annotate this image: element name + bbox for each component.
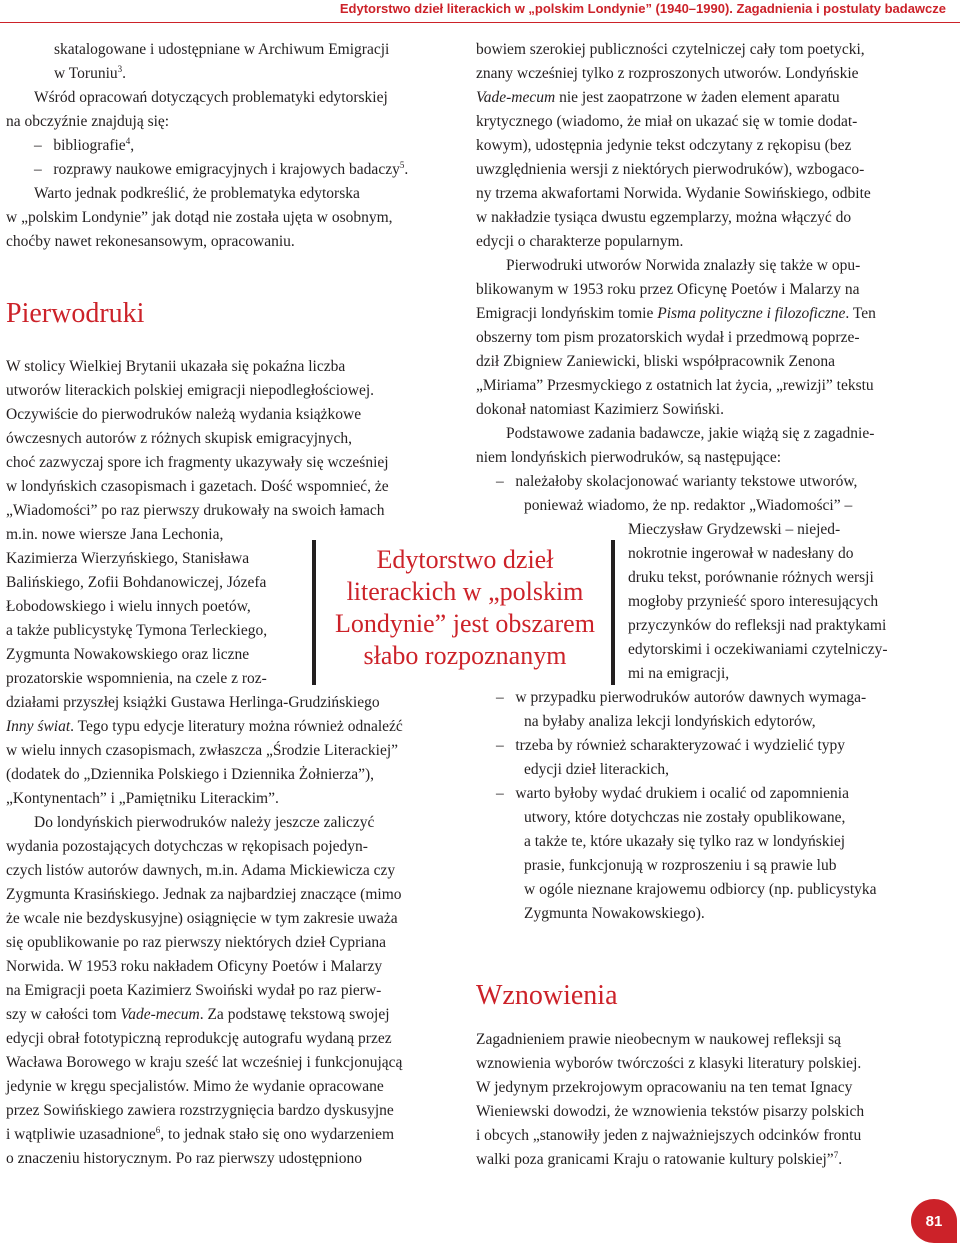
heading-pierwodruki: Pierwodruki [6, 298, 145, 329]
text-run: ówczesnych autorów z różnych skupisk emigracyjnych, [6, 430, 353, 447]
text-run: – w przypadku pierwodruków autorów dawnych wymaga- [496, 689, 867, 706]
text-run: – trzeba by również scharakteryzować i wydzielić typy [496, 737, 846, 754]
text-run: że wcale nie bezdyskusyjne) osiągnięcie w tym zakresie uważa [6, 910, 398, 927]
text-run: Zagadnieniem prawie nieobecnym w naukowej refleksji są [476, 1031, 841, 1048]
text-run: , [130, 137, 135, 154]
text-run: – bibliografie [34, 137, 126, 154]
pull-quote-left-rule [312, 540, 316, 685]
text-line [54, 38, 389, 62]
text-line [6, 643, 249, 667]
text-line [6, 403, 361, 427]
text-run: blikowanym w 1953 roku przez Oficynę Poetów i Malarzy na [476, 281, 860, 298]
pull-quote-line: Edytorstwo dzieł [376, 545, 554, 574]
text-run: edycji o charakterze popularnym. [476, 233, 684, 250]
text-line [6, 883, 402, 907]
text-run: i obcych „stanowiły jeden z najważniejszych odcinków frontu [476, 1127, 862, 1144]
text-line [6, 230, 295, 254]
text-line [628, 614, 886, 638]
text-line [496, 686, 866, 710]
text-line [628, 518, 840, 542]
text-line [476, 1052, 861, 1076]
text-line [6, 523, 223, 547]
text-run: wydania pozostających dotychczas w rękopisach pojedyn- [6, 838, 368, 855]
text-run: działami przyszłej książki Gustawa Herlinga-Grudzińskiego [6, 694, 380, 711]
text-line [6, 499, 385, 523]
text-line [34, 86, 388, 110]
text-line [34, 158, 408, 182]
text-run: o znaczeniu historycznym. Po raz pierwszy udostępniono [6, 1150, 362, 1167]
text-run: – warto byłoby wydać drukiem i ocalić od zapomnienia [496, 785, 849, 802]
text-run: Pierwodruki utworów Norwida znalazły się także w opu- [506, 257, 861, 274]
text-line [476, 158, 864, 182]
footnote-ref: 5 [399, 159, 405, 170]
text-run: Wśród opracowań dotyczących problematyki edytorskiej [34, 89, 388, 106]
text-line [476, 110, 857, 134]
text-run: dokonał natomiast Kazimierz Sowiński. [476, 401, 724, 418]
pull-quote-line: Londynie” jest obszarem [335, 609, 595, 638]
text-line [524, 758, 669, 782]
text-line [524, 902, 705, 926]
text-line [6, 1027, 392, 1051]
text-run: „Wiadomości” po raz pierwszy drukowały na swoich łamach [6, 502, 385, 519]
text-line [524, 878, 877, 902]
text-line [6, 110, 169, 134]
text-run: przez Sowińskiego zawiera rozstrzygnięcia bardzo dyskusyjne [6, 1102, 394, 1119]
text-run: w wielu innych czasopismach, zwłaszcza „Środzie Literackiej” [6, 742, 399, 759]
text-run: utworów literackich polskiej emigracji niepodległościowej. [6, 382, 375, 399]
text-line [476, 1100, 864, 1124]
text-run: nie jest zaopatrzone w żaden element aparatu [555, 89, 840, 106]
text-line [476, 230, 683, 254]
text-line [6, 955, 382, 979]
text-line [6, 571, 266, 595]
text-run: w ogóle nieznane krajowemu odbiorcy (np. publicystyka [524, 881, 877, 898]
running-title: Edytorstwo dzieł literackich w „polskim Londynie” (1940–1990). Zagadnienia i postulaty badawcze [339, 1, 946, 16]
text-line [6, 787, 279, 811]
text-line [628, 566, 874, 590]
text-run: m.in. nowe wiersze Jana Lechonia, [6, 526, 224, 543]
text-run: . [404, 161, 409, 178]
text-line [6, 667, 267, 691]
text-run: na byłaby analiza lekcji londyńskich edytorów, [524, 713, 816, 730]
text-line [6, 859, 395, 883]
text-run: . [122, 65, 127, 82]
footnote-ref: 4 [125, 135, 131, 146]
text-line [476, 1028, 841, 1052]
text-line [476, 278, 860, 302]
text-line [6, 1147, 362, 1171]
text-line [524, 806, 845, 830]
text-line [6, 931, 386, 955]
text-run: choć zazwyczaj spore ich fragmenty ukazywały się wcześniej [6, 454, 389, 471]
text-line [628, 590, 878, 614]
text-line [34, 811, 374, 835]
footnote-ref: 3 [117, 63, 123, 74]
pull-quote-right-rule [611, 540, 615, 685]
text-line [476, 374, 874, 398]
text-line [6, 619, 267, 643]
text-line [6, 763, 374, 787]
text-run: – należałoby skolacjonować warianty tekstowe utworów, [496, 473, 858, 490]
text-run: . Ten [845, 305, 876, 322]
text-run: Oczywiście do pierwodruków należą wydania książkowe [6, 406, 362, 423]
text-run: ny trzema akwafortami Norwida. Wydanie Sowińskiego, odbite [476, 185, 871, 202]
text-line [476, 182, 871, 206]
text-run: Do londyńskich pierwodruków należy jeszcze zaliczyć [34, 814, 375, 831]
text-run: (dodatek do „Dziennika Polskiego i Dziennika Żołnierza”), [6, 766, 374, 783]
text-run: czych listów autorów dawnych, m.in. Adama Mickiewicza czy [6, 862, 396, 879]
text-run: Balińskiego, Zofii Bohdanowiczej, Józefa [6, 574, 267, 591]
text-run: Łobodowskiego i wielu innych poetów, [6, 598, 251, 615]
text-run: a także publicystykę Tymona Terleckiego, [6, 622, 268, 639]
text-run: edycji obrał fototypiczną reprodukcję autografu wydaną przez [6, 1030, 392, 1047]
text-run: – rozprawy naukowe emigracyjnych i krajowych badaczy [34, 161, 400, 178]
text-run: Zygmunta Krasińskiego. Jednak za najbardziej znaczące (mimo [6, 886, 402, 903]
text-run: walki poza granicami Kraju o ratowanie kultury polskiej” [476, 1151, 834, 1168]
text-line [34, 134, 134, 158]
text-line [6, 979, 381, 1003]
text-line [506, 254, 860, 278]
text-line [54, 62, 126, 86]
text-line [6, 451, 389, 475]
text-run: . [838, 1151, 843, 1168]
text-line [6, 595, 251, 619]
text-run: prasie, funkcjonują w rozproszeniu i są prawie lub [524, 857, 837, 874]
text-line [476, 206, 851, 230]
text-run: uwzględnienia wersji z niektórych pierwodruków), wzbogaco- [476, 161, 865, 178]
text-run: niem londyńskich pierwodruków, są następujące: [476, 449, 782, 466]
text-line [524, 494, 852, 518]
text-run: dził Zbigniew Zaniewicki, bliski współpracownik Zenona [476, 353, 835, 370]
text-line [628, 662, 729, 686]
text-run: Podstawowe zadania badawcze, jakie wiążą się z zagadnie- [506, 425, 875, 442]
italic-title: Vade-mecum [476, 89, 556, 106]
text-run: się opublikowanie po raz pierwszy niektórych dzieł Cypriana [6, 934, 387, 951]
text-run: W stolicy Wielkiej Brytanii ukazała się pokaźna liczba [6, 358, 346, 375]
text-run: edycji dzieł literackich, [524, 761, 670, 778]
text-run: kowym), udostępnia jedynie tekst odczytany z rękopisu (bez [476, 137, 852, 154]
text-line [524, 710, 816, 734]
text-line [6, 691, 380, 715]
text-line [476, 398, 724, 422]
text-line [6, 206, 393, 230]
text-line [476, 446, 781, 470]
text-run: mi na emigracji, [628, 665, 730, 682]
text-line [476, 1148, 842, 1172]
text-run: Mieczysław Grydzewski – niejed- [628, 521, 841, 538]
text-run: bowiem szerokiej publiczności czytelniczej cały tom poetycki, [476, 41, 865, 58]
text-run: Wacława Borowego w kraju sześć lat wcześniej i funkcjonującą [6, 1054, 403, 1071]
heading-wznowienia: Wznowienia [476, 980, 618, 1011]
italic-title: Vade-mecum [120, 1006, 200, 1023]
text-run: wznowienia wyborów twórczości z klasyki literatury polskiej. [476, 1055, 862, 1072]
text-run: Zygmunta Nowakowskiego oraz liczne [6, 646, 250, 663]
text-run: skatalogowane i udostępniane w Archiwum Emigracji [54, 41, 390, 58]
text-run: . Za podstawę tekstową swojej [199, 1006, 390, 1023]
text-run: szy w całości tom [6, 1006, 121, 1023]
text-run: , to jednak stało się ono wydarzeniem [160, 1126, 395, 1143]
text-line [6, 907, 398, 931]
text-run: „Kontynentach” i „Pamiętniku Literackim”. [6, 790, 279, 807]
text-line [6, 835, 368, 859]
text-run: na obczyźnie znajdują się: [6, 113, 170, 130]
text-run: Zygmunta Nowakowskiego). [524, 905, 705, 922]
text-line [476, 1124, 861, 1148]
text-line [6, 427, 352, 451]
text-run: ponieważ wiadomo, że np. redaktor „Wiadomości” – [524, 497, 853, 514]
text-run: Wieniewski dowodzi, że wznowienia tekstów pisarzy polskich [476, 1103, 865, 1120]
running-header [0, 0, 960, 23]
text-line [506, 422, 874, 446]
text-line [6, 547, 249, 571]
text-line [476, 86, 840, 110]
text-line [496, 470, 857, 494]
text-line [6, 1099, 394, 1123]
text-line [628, 638, 888, 662]
text-run: i wątpliwie uzasadnione [6, 1126, 156, 1143]
text-line [6, 1051, 402, 1075]
text-run: druku tekst, porównanie różnych wersji [628, 569, 874, 586]
footnote-ref: 7 [833, 1149, 839, 1160]
text-run: mogłoby przynieść sporo interesujących [628, 593, 879, 610]
text-line [524, 830, 845, 854]
footnote-ref: 6 [155, 1124, 161, 1135]
text-line [34, 182, 360, 206]
text-run: obszerny tom pism prozatorskich wydał i przedmową poprze- [476, 329, 860, 346]
text-line [6, 715, 403, 739]
italic-title: Pisma polityczne i filozoficzne [657, 305, 846, 322]
text-run: Norwida. W 1953 roku nakładem Oficyny Poetów i Malarzy [6, 958, 383, 975]
page-number: 81 [925, 1212, 943, 1230]
text-run: w Toruniu [54, 65, 118, 82]
text-line [6, 1003, 390, 1027]
text-line [476, 326, 860, 350]
text-run: Emigracji londyńskim tomie [476, 305, 658, 322]
text-line [476, 1076, 852, 1100]
italic-title: Inny świat [6, 718, 71, 735]
text-run: w „polskim Londynie” jak dotąd nie została ujęta w osobnym, [6, 209, 393, 226]
text-line [476, 302, 876, 326]
text-run: znany wcześniej tylko z rozproszonych utworów. Londyńskie [476, 65, 859, 82]
text-run: nokrotnie ingerował w nadesłany do [628, 545, 854, 562]
text-run: w nakładzie tysiąca dwustu egzemplarzy, można włączyć do [476, 209, 852, 226]
text-line [524, 854, 836, 878]
text-line [496, 734, 845, 758]
text-run: krytycznego (wiadomo, że miał on ukazać się w tomie dodat- [476, 113, 858, 130]
text-run: utwory, które dotychczas nie zostały opublikowane, [524, 809, 846, 826]
text-line [6, 475, 389, 499]
text-run: choćby nawet rekonesansowym, opracowaniu. [6, 233, 295, 250]
text-line [476, 38, 865, 62]
text-run: . Tego typu edycje literatury można również odnaleźć [70, 718, 403, 735]
text-line [6, 355, 345, 379]
text-run: W jedynym przekrojowym opracowaniu na ten temat Ignacy [476, 1079, 853, 1096]
text-run: na Emigracji poeta Kazimierz Swoiński wydał po raz pierw- [6, 982, 382, 999]
text-line [496, 782, 849, 806]
text-run: „Miriama” Przesmyckiego z ostatnich lat życia, „rewizji” tekstu [476, 377, 874, 394]
text-run: jedynie w kręgu specjalistów. Mimo że wydanie opracowane [6, 1078, 384, 1095]
text-run: edytorskimi i oczekiwaniami czytelniczy- [628, 641, 888, 658]
text-line [476, 134, 851, 158]
text-run: Warto jednak podkreślić, że problematyka edytorska [34, 185, 360, 202]
pull-quote-line: słabo rozpoznanym [363, 641, 567, 670]
text-run: a także te, które ukazały się tylko raz w londyńskiej [524, 833, 846, 850]
text-run: prozatorskie wspomnienia, na czele z roz- [6, 670, 267, 687]
text-line [6, 739, 398, 763]
text-line [6, 379, 374, 403]
text-line [476, 62, 859, 86]
pull-quote-line: literackich w „polskim [346, 577, 584, 606]
text-run: w londyńskich czasopismach i gazetach. Dość wspomnieć, że [6, 478, 389, 495]
page-number-badge [911, 1199, 957, 1243]
text-run: Kazimierza Wierzyńskiego, Stanisława [6, 550, 250, 567]
text-line [628, 542, 854, 566]
text-run: przyczynków do refleksji nad praktykami [628, 617, 887, 634]
text-line [6, 1075, 384, 1099]
text-line [476, 350, 835, 374]
text-line [6, 1123, 394, 1147]
